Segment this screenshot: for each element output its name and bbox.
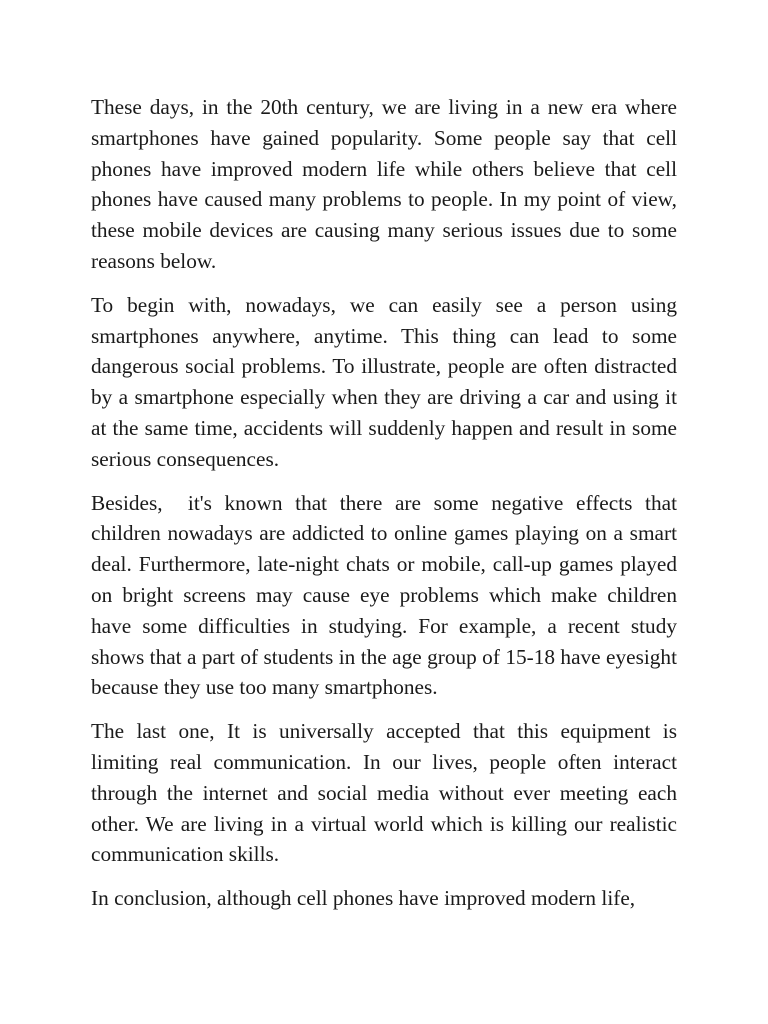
paragraph-communication: The last one, It is universally accepted that this equipment is limiting real communication. In our lives, people often interact through the internet and social media without ever meeting each other. We are living in a virtual world which is killing our realistic communication skills. — [91, 719, 683, 867]
paragraph-children-effects: Besides, it's known that there are some negative effects that children nowadays are addicted to online games playing on a smart deal. Furthermore, late-night chats or mobile, call-up games played on bright screens may cause eye problems which make children have some difficulties in studying. For example, a recent study shows that a part of students in the age group of 15-18 have eyesight because they use too many smartphones. — [91, 490, 683, 700]
paragraph-conclusion: In conclusion, although cell phones have improved modern life, — [91, 886, 636, 911]
paragraph-driving-danger: To begin with, nowadays, we can easily see a person using smartphones anywhere, anytime. This thing can lead to some dangerous social problems. To illustrate, people are often distracted by a smartphone especially when they are driving a car and using it at the same time, accidents will suddenly happen and result in some serious consequences. — [91, 292, 683, 471]
document-body — [91, 92, 683, 927]
paragraph-introduction: These days, in the 20th century, we are living in a new era where smartphones have gained popularity. Some people say that cell phones have improved modern life while others believe that cell phones have caused many problems to people. In my point of view, these mobile devices are causing many serious issues due to some reasons below. — [91, 95, 683, 273]
